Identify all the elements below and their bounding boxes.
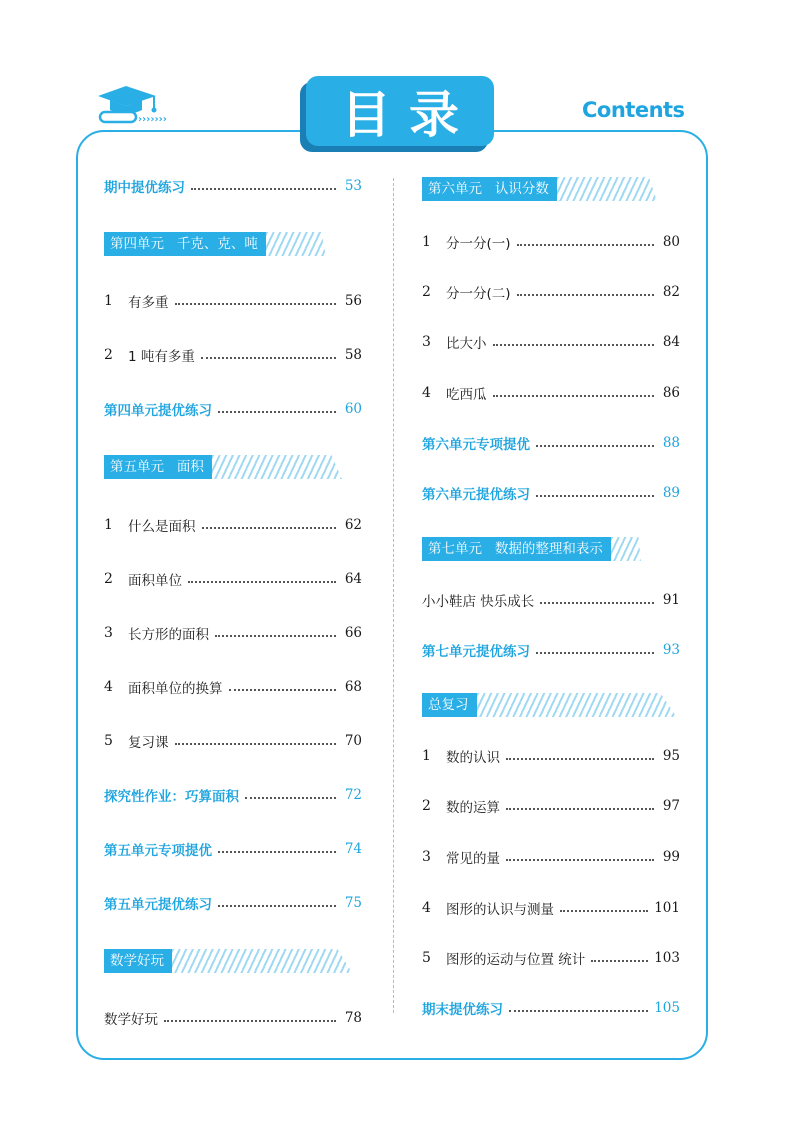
- toc-entry[interactable]: [422, 947, 680, 969]
- entry-number: 1: [104, 517, 113, 533]
- dot-leader: [493, 395, 655, 397]
- stripe-decoration: [611, 537, 641, 561]
- toc-entry-midterm[interactable]: [104, 175, 362, 197]
- entry-number: 4: [104, 679, 113, 695]
- entry-number: 1: [422, 234, 431, 250]
- section-label: 第七单元 数据的整理和表示: [422, 537, 611, 561]
- toc-entry[interactable]: [104, 514, 362, 536]
- page-number: 62: [344, 517, 362, 533]
- entry-title: 第七单元提优练习: [422, 644, 530, 660]
- dot-leader: [536, 495, 654, 497]
- entry-title: 面积单位的换算: [128, 681, 223, 697]
- entry-title: 第六单元专项提优: [422, 437, 530, 453]
- toc-entry[interactable]: [104, 622, 362, 644]
- page-number: 103: [654, 950, 680, 966]
- section-header-unit7: [422, 537, 641, 561]
- entry-number: 5: [422, 950, 431, 966]
- toc-entry[interactable]: [422, 745, 680, 767]
- entry-title: 期末提优练习: [422, 1002, 503, 1018]
- page-number: 95: [662, 748, 680, 764]
- page-number: 74: [344, 841, 362, 857]
- page-number: 68: [344, 679, 362, 695]
- toc-entry[interactable]: [104, 730, 362, 752]
- dot-leader: [215, 635, 336, 637]
- dot-leader: [560, 910, 648, 912]
- page-number: 101: [654, 900, 680, 916]
- entry-number: 2: [104, 347, 113, 363]
- section-label: 第六单元 认识分数: [422, 177, 557, 201]
- svg-text:›››››››: ›››››››: [138, 114, 167, 125]
- entry-title: 第四单元提优练习: [104, 403, 212, 419]
- toc-entry[interactable]: [422, 331, 680, 353]
- page-number: 53: [344, 178, 362, 194]
- dot-leader: [517, 244, 654, 246]
- toc-entry[interactable]: [422, 795, 680, 817]
- toc-entry[interactable]: [422, 281, 680, 303]
- page-number: 58: [344, 347, 362, 363]
- dot-leader: [506, 859, 654, 861]
- dot-leader: [191, 188, 336, 190]
- section-label: 第五单元 面积: [104, 455, 212, 479]
- page-number: 70: [344, 733, 362, 749]
- stripe-decoration: [557, 177, 657, 201]
- page-number: 89: [662, 485, 680, 501]
- stripe-decoration: [266, 232, 326, 256]
- entry-number: 2: [104, 571, 113, 587]
- entry-number: 2: [422, 798, 431, 814]
- page-number: 64: [344, 571, 362, 587]
- section-header-unit6: [422, 177, 657, 201]
- page-number: 78: [344, 1010, 362, 1026]
- dot-leader: [493, 344, 655, 346]
- entry-title: 探究性作业：巧算面积: [104, 789, 239, 805]
- section-header-fun: [104, 949, 352, 973]
- dot-leader: [591, 960, 648, 962]
- dot-leader: [188, 581, 336, 583]
- column-divider: [393, 178, 394, 1013]
- entry-title: 第五单元专项提优: [104, 843, 212, 859]
- entry-number: 3: [104, 625, 113, 641]
- dot-leader: [540, 602, 654, 604]
- entry-title: 图形的运动与位置 统计: [446, 952, 586, 968]
- section-header-unit5: [104, 455, 342, 479]
- page-number: 84: [662, 334, 680, 350]
- entry-number: 3: [422, 334, 431, 350]
- section-label: 总复习: [422, 693, 477, 717]
- page-number: 99: [662, 849, 680, 865]
- dot-leader: [175, 303, 337, 305]
- entry-title: 数学好玩: [104, 1012, 158, 1028]
- page-number: 82: [662, 284, 680, 300]
- toc-entry[interactable]: [104, 568, 362, 590]
- stripe-decoration: [172, 949, 352, 973]
- page-number: 105: [654, 1000, 680, 1016]
- entry-number: 1: [422, 748, 431, 764]
- toc-entry-practice[interactable]: [422, 639, 680, 661]
- page-number: 93: [662, 642, 680, 658]
- entry-title: 分一分(二): [446, 286, 511, 302]
- entry-title: 数的认识: [446, 750, 500, 766]
- section-header-unit4: [104, 232, 326, 256]
- toc-entry[interactable]: [422, 589, 680, 611]
- entry-number: 1: [104, 293, 113, 309]
- dot-leader: [536, 652, 654, 654]
- dot-leader: [517, 294, 654, 296]
- dot-leader: [218, 905, 336, 907]
- entry-number: 2: [422, 284, 431, 300]
- toc-entry-practice[interactable]: [104, 892, 362, 914]
- toc-entry[interactable]: [104, 1007, 362, 1029]
- dot-leader: [245, 797, 336, 799]
- toc-entry[interactable]: [422, 846, 680, 868]
- entry-title: 复习课: [128, 735, 169, 751]
- entry-title: 1 吨有多重: [128, 349, 195, 365]
- page-title: 目录: [306, 76, 494, 146]
- page-number: 75: [344, 895, 362, 911]
- dot-leader: [164, 1020, 336, 1022]
- page-number: 88: [662, 435, 680, 451]
- page-number: 91: [662, 592, 680, 608]
- entry-number: 3: [422, 849, 431, 865]
- entry-title: 数的运算: [446, 800, 500, 816]
- dot-leader: [509, 1010, 648, 1012]
- toc-entry-inquiry[interactable]: [104, 784, 362, 806]
- entry-title: 小小鞋店 快乐成长: [422, 594, 535, 610]
- entry-title: 有多重: [128, 295, 169, 311]
- page-number: 86: [662, 385, 680, 401]
- page-number: 72: [344, 787, 362, 803]
- stripe-decoration: [477, 693, 677, 717]
- entry-title: 吃西瓜: [446, 387, 487, 403]
- page-number: 56: [344, 293, 362, 309]
- entry-number: 4: [422, 900, 431, 916]
- entry-number: 5: [104, 733, 113, 749]
- entry-title: 比大小: [446, 336, 487, 352]
- entry-title: 什么是面积: [128, 519, 196, 535]
- graduation-cap-icon: [98, 82, 188, 132]
- toc-entry[interactable]: [104, 676, 362, 698]
- toc-entry-final[interactable]: [422, 997, 680, 1019]
- page-number: 60: [344, 401, 362, 417]
- entry-title: 常见的量: [446, 851, 500, 867]
- toc-entry-special[interactable]: [104, 838, 362, 860]
- toc-entry[interactable]: [422, 897, 680, 919]
- dot-leader: [506, 758, 654, 760]
- entry-title: 第六单元提优练习: [422, 487, 530, 503]
- dot-leader: [506, 808, 654, 810]
- dot-leader: [218, 411, 336, 413]
- page-number: 97: [662, 798, 680, 814]
- dot-leader: [175, 743, 337, 745]
- toc-entry[interactable]: [104, 290, 362, 312]
- entry-title: 分一分(一): [446, 236, 511, 252]
- entry-title: 第五单元提优练习: [104, 897, 212, 913]
- dot-leader: [229, 689, 337, 691]
- section-header-review: [422, 693, 677, 717]
- entry-title: 面积单位: [128, 573, 182, 589]
- dot-leader: [218, 851, 336, 853]
- toc-entry-special[interactable]: [422, 432, 680, 454]
- section-label: 数学好玩: [104, 949, 172, 973]
- toc-entry[interactable]: [104, 344, 362, 366]
- dot-leader: [536, 445, 654, 447]
- page-number: 66: [344, 625, 362, 641]
- contents-label: Contents: [582, 98, 685, 122]
- toc-entry-practice[interactable]: [422, 482, 680, 504]
- stripe-decoration: [212, 455, 342, 479]
- dot-leader: [202, 527, 337, 529]
- toc-entry[interactable]: [422, 231, 680, 253]
- entry-title: 图形的认识与测量: [446, 902, 554, 918]
- dot-leader: [201, 357, 336, 359]
- entry-title: 期中提优练习: [104, 180, 185, 196]
- title-banner: [300, 76, 500, 152]
- page-number: 80: [662, 234, 680, 250]
- entry-number: 4: [422, 385, 431, 401]
- toc-entry[interactable]: [422, 382, 680, 404]
- toc-entry-practice[interactable]: [104, 398, 362, 420]
- entry-title: 长方形的面积: [128, 627, 209, 643]
- section-label: 第四单元 千克、克、吨: [104, 232, 266, 256]
